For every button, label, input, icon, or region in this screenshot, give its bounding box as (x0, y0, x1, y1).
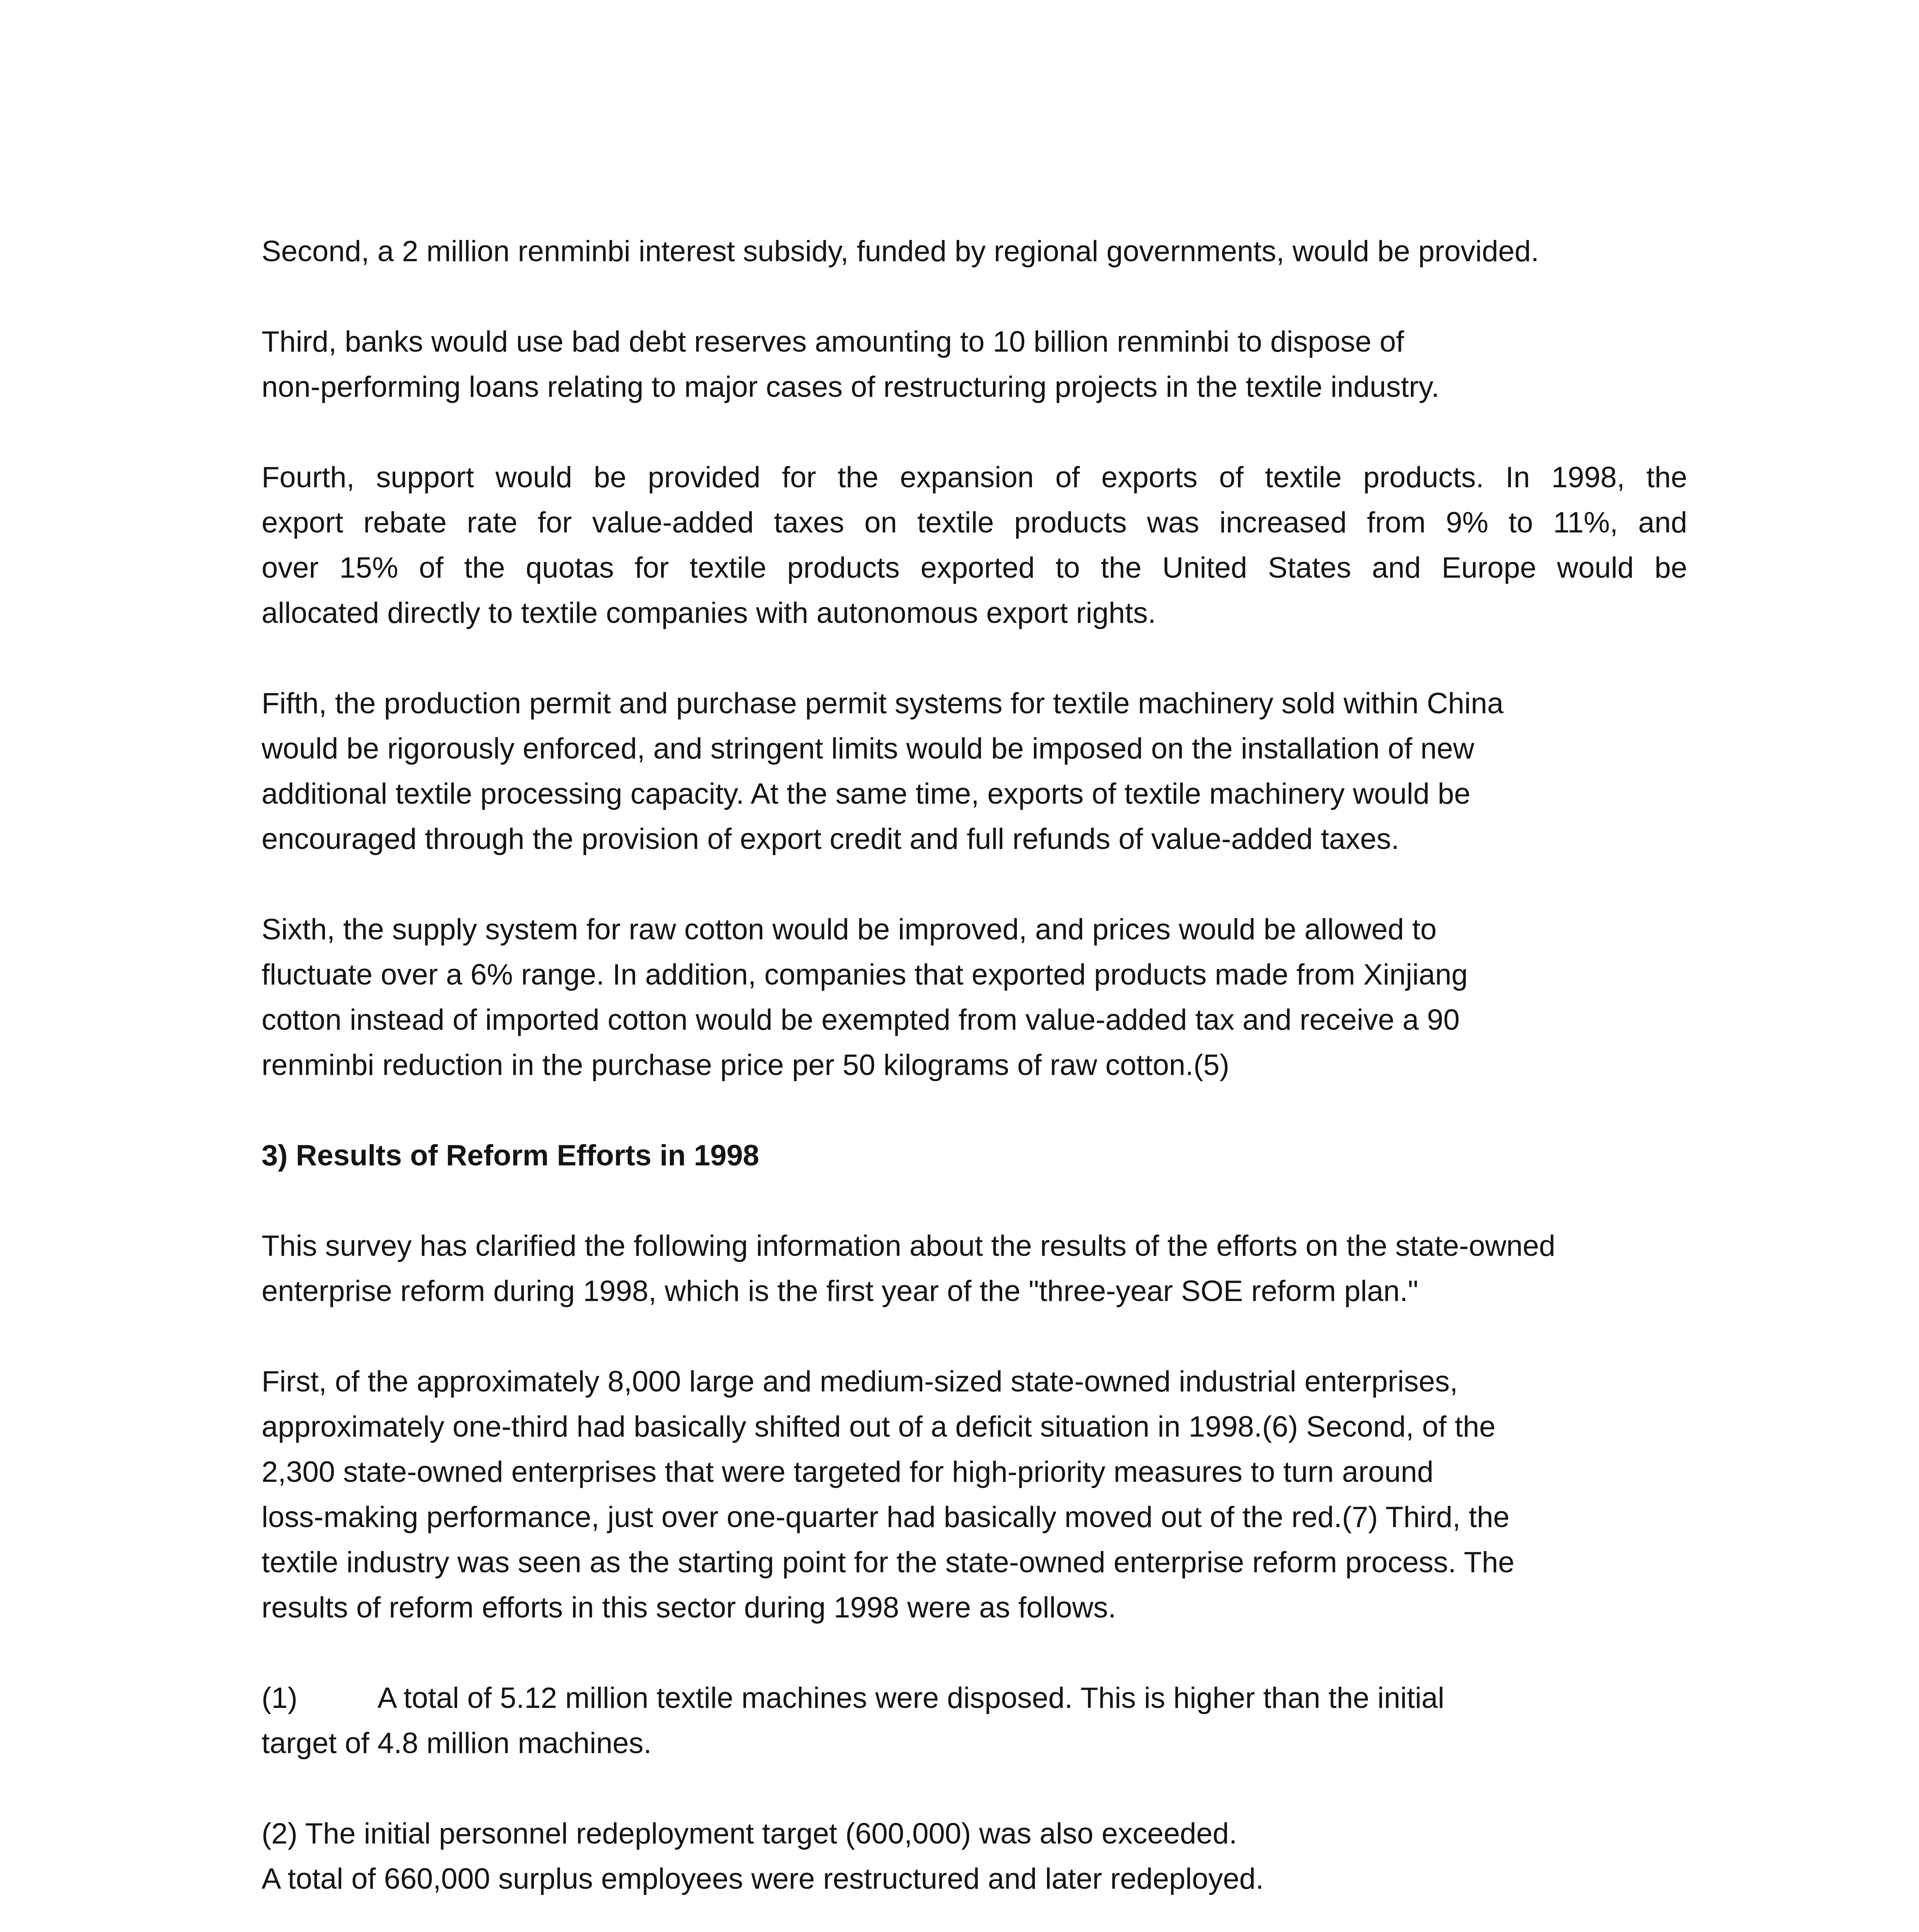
text-line: cotton instead of imported cotton would be exempted from value-added tax and receive a 90 (262, 1003, 1460, 1036)
text-line: enterprise reform during 1998, which is the first year of the "three-year SOE reform plan." (262, 1275, 1418, 1308)
paragraph-survey-results (262, 1223, 1687, 1314)
paragraph-fourth-measure (262, 455, 1687, 636)
list-item-text: A total of 5.12 million textile machines were disposed. This is higher than the initial (377, 1682, 1445, 1714)
list-item-number: (1) (262, 1682, 297, 1714)
paragraph-second-measure (262, 229, 1687, 274)
text-line: This survey has clarified the following information about the results of the efforts on the state-owned (262, 1230, 1555, 1262)
text-line: would be rigorously enforced, and stringent limits would be imposed on the installation of new (262, 732, 1474, 765)
text-line: Second, a 2 million renminbi interest subsidy, funded by regional governments, would be provided. (262, 235, 1539, 268)
text-line: A total of 660,000 surplus employees were restructured and later redeployed. (262, 1862, 1264, 1895)
text-line: (2) The initial personnel redeployment target (600,000) was also exceeded. (262, 1817, 1237, 1850)
text-line: encouraged through the provision of export credit and full refunds of value-added taxes. (262, 823, 1399, 855)
text-line: target of 4.8 million machines. (262, 1727, 652, 1760)
text-line: First, of the approximately 8,000 large and medium-sized state-owned industrial enterprises, (262, 1365, 1458, 1398)
paragraph-fifth-measure (262, 681, 1687, 862)
text-line: approximately one-third had basically shifted out of a deficit situation in 1998.(6) Second, of the (262, 1410, 1496, 1443)
text-line: Third, banks would use bad debt reserves amounting to 10 billion renminbi to dispose of (262, 325, 1404, 358)
text-line: Fourth, support would be provided for the expansion of exports of textile products. In 1998, the (262, 461, 1687, 494)
text-line: export rebate rate for value-added taxes on textile products was increased from 9% to 11%, and (262, 506, 1687, 539)
text-line: loss-making performance, just over one-quarter had basically moved out of the red.(7) Third, the (262, 1501, 1510, 1534)
text-line (262, 1675, 1687, 1721)
text-line: renminbi reduction in the purchase price per 50 kilograms of raw cotton.(5) (262, 1049, 1229, 1082)
paragraph-sixth-measure (262, 907, 1687, 1088)
text-line: 2,300 state-owned enterprises that were targeted for high-priority measures to turn around (262, 1456, 1434, 1488)
page-body (262, 229, 1687, 1932)
text-line: Sixth, the supply system for raw cotton would be improved, and prices would be allowed to (262, 913, 1437, 946)
paragraph-third-measure (262, 319, 1687, 410)
text-line: allocated directly to textile companies with autonomous export rights. (262, 597, 1156, 629)
section-heading: 3) Results of Reform Efforts in 1998 (262, 1139, 760, 1172)
list-item-textile-machines (262, 1675, 1687, 1766)
text-line: non-performing loans relating to major cases of restructuring projects in the textile industry. (262, 371, 1440, 403)
text-line: results of reform efforts in this sector during 1998 were as follows. (262, 1591, 1117, 1624)
text-line: textile industry was seen as the starting point for the state-owned enterprise reform process. The (262, 1546, 1514, 1579)
paragraph-first-results (262, 1359, 1687, 1630)
list-item-redeployment (262, 1811, 1687, 1901)
text-line: Fifth, the production permit and purchase permit systems for textile machinery sold within China (262, 687, 1504, 720)
text-line: over 15% of the quotas for textile products exported to the United States and Europe would be (262, 551, 1687, 584)
text-line: fluctuate over a 6% range. In addition, companies that exported products made from Xinjiang (262, 958, 1468, 991)
text-line: additional textile processing capacity. At the same time, exports of textile machinery would be (262, 777, 1470, 810)
